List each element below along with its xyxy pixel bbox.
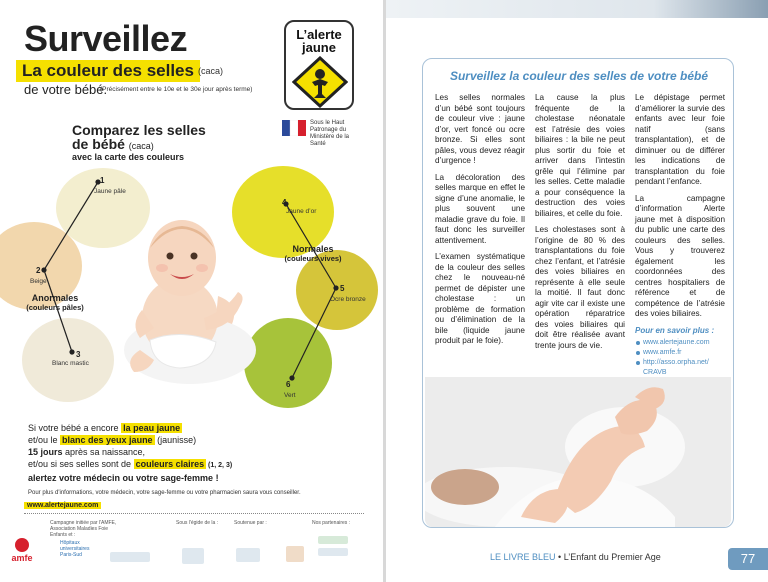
partner-logo-e: [318, 536, 348, 544]
link-amfe[interactable]: www.amfe.fr: [635, 348, 725, 358]
subtitle-text: La couleur des selles: [22, 61, 194, 80]
compare-sub: avec la carte des couleurs: [72, 152, 185, 162]
group-normal-sub: (couleurs vives): [284, 254, 342, 263]
group-normal-label: Normales: [292, 244, 334, 254]
body-l2b: blanc des yeux jaune: [62, 435, 153, 445]
body-line-4: [28, 458, 368, 472]
body-alert-line: alertez votre médecin ou votre sage-femme !: [28, 473, 219, 483]
poster-title: Surveillez: [24, 18, 188, 59]
link-orpha[interactable]: http://asso.orpha.net/ CRAVB: [635, 358, 725, 378]
hopitaux-logo: Hôpitaux universitaires Paris-Sud: [60, 540, 90, 558]
swatch-num-3: 3: [76, 350, 81, 359]
partner-col-1: Campagne initiée par l'AMFE, Association Maladies Foie Enfants et :: [50, 520, 117, 538]
body-line-2: [28, 434, 368, 446]
body-l2c: (jaunisse): [154, 435, 197, 445]
column-2: [535, 93, 625, 357]
page-number: 77: [728, 548, 768, 570]
swatch-label-3: Blanc mastic: [52, 360, 89, 367]
info-text: Pour plus d'informations, votre médecin, votre sage-femme ou votre pharmacien saura vous conseiller.: [28, 490, 301, 496]
logo-text-2: jaune: [302, 40, 336, 55]
group-normal: [276, 244, 350, 264]
column-3: [635, 93, 725, 378]
swatch-num-6: 6: [286, 380, 291, 389]
amfe-text: amfe: [11, 553, 33, 563]
links-list: [635, 338, 725, 378]
swatch-label-5: Ocre bronze: [330, 296, 366, 303]
body-line-1: [28, 422, 368, 434]
swatch-num-2: 2: [36, 266, 41, 275]
partner-col-4: Nos partenaires :: [312, 520, 351, 526]
footer-title: L’Enfant du Premier Age: [563, 552, 661, 562]
swatch-label-4: Jaune d’or: [286, 208, 317, 215]
group-abnormal: [16, 293, 94, 313]
col3-para-1: Le dépistage permet d’améliorer la survie des enfants avec leur foie natif (sans transplantation), et de diminuer ou de différer les indications de transplantation du foie pendant l’enfance.: [635, 93, 725, 186]
body-l4a: et/ou si ses selles sont de: [28, 459, 134, 469]
divider: [24, 513, 364, 514]
logo-text-1: L’alerte: [296, 27, 342, 42]
body-line-3: [28, 446, 368, 458]
link-alertejaune[interactable]: www.alertejaune.com: [635, 338, 725, 348]
swatch-num-1: 1: [100, 176, 105, 185]
body-l1a: Si votre bébé a encore: [28, 423, 122, 433]
amfe-logo: [4, 536, 40, 564]
page-footer: [490, 552, 661, 562]
poster-body: [28, 422, 368, 484]
footer-sep: •: [555, 552, 564, 562]
col1-para-3: L’examen systématique de la couleur des selles chez le nouveau-né permet de dépister une cholestase : un problème de formation ou d’élimination de la bile (liquide jaune produit par le foie).: [435, 252, 525, 345]
partner-logo-a: [110, 552, 150, 562]
subtitle-note: (Précisément entre le 10e et le 30e jour après terme): [100, 86, 253, 93]
swatch-label-6: Vert: [284, 392, 296, 399]
partner-logo-d: [286, 546, 304, 562]
swatch-label-1: Jaune pâle: [94, 188, 126, 195]
swatch-label-2: Beige: [30, 278, 47, 285]
compare-caca: (caca): [128, 141, 154, 151]
partner-col-3: Soutenue par :: [234, 520, 267, 526]
swatch-num-5: 5: [340, 284, 345, 293]
baby-feet-photo: [425, 377, 731, 527]
col1-para-1: Les selles normales d’un bébé sont toujours de couleur vive : jaune d’or, vert foncé ou ocre bronze. Si elles sont pâles, vous devez réagir d’urgence !: [435, 93, 525, 165]
body-l3b: après sa naissance,: [62, 447, 146, 457]
article-page: [386, 0, 768, 582]
subtitle-caca: (caca): [198, 66, 224, 76]
column-1: [435, 93, 525, 353]
article-title: Surveillez la couleur des selles de votre bébé: [449, 69, 709, 83]
compare-line1: Comparez les selles: [72, 122, 206, 138]
col2-para-1: La cause la plus fréquente de la cholestase néonatale est l’atrésie des voies biliaires : la bile ne peut plus sortir du foie et arriver dans l’intestin grêle qui l’élimine par les selles. Cette maladie a pour conséquence la destruction des voies biliaires, et celle du foie.: [535, 93, 625, 218]
baby-photo: [120, 200, 256, 385]
group-abnormal-sub: (couleurs pâles): [26, 303, 84, 312]
more-info-label: Pour en savoir plus :: [635, 325, 715, 335]
col3-para-2: La campagne d’information Alerte jaune met à disposition du public une carte des couleurs des selles. Vous y trouverez également les coordonnées des centres hospitaliers de référence et de compétence de l’atrésie des voies biliaires.: [635, 193, 725, 318]
col1-para-2: La décoloration des selles marque en effet le signe d’une anomalie, le plus souvent une maladie grave du foie. Il faut donc les surveiller attentivement.: [435, 172, 525, 245]
body-l1b: la peau jaune: [123, 423, 181, 433]
partner-logo-b: [182, 548, 204, 564]
partner-logo-c: [236, 548, 260, 562]
partner-col-2: Sous l'égide de la :: [176, 520, 219, 526]
swatch-num-4: 4: [282, 198, 287, 207]
compare-line2-text: de bébé: [72, 136, 125, 152]
article-box: [422, 58, 734, 528]
poster-url[interactable]: www.alertejaune.com: [24, 502, 101, 509]
body-l4c: (1, 2, 3): [206, 462, 233, 469]
partner-logo-f: [318, 548, 348, 556]
col2-para-2: Les cholestases sont à l’origine de 80 % des transplantations du foie chez l’enfant, et l’atrésie des voies biliaires en représente à elle seule la moitié. Il faut donc agir vite car il existe une opération réparatrice des voies biliaires qui doit être réalisée avant trente jours de vie.: [535, 225, 625, 350]
group-abnormal-label: Anormales: [31, 293, 79, 303]
body-l2a: et/ou le: [28, 435, 61, 445]
body-l4b: couleurs claires: [135, 459, 205, 469]
body-l3a: 15 jours: [28, 447, 63, 457]
ministry-text: Sous le Haut Patronage du Ministère de la Santé: [310, 120, 350, 147]
subtitle-line2: de votre bébé.: [24, 82, 108, 97]
footer-book: LE LIVRE BLEU: [490, 552, 556, 562]
page-header-bar: [386, 0, 768, 18]
